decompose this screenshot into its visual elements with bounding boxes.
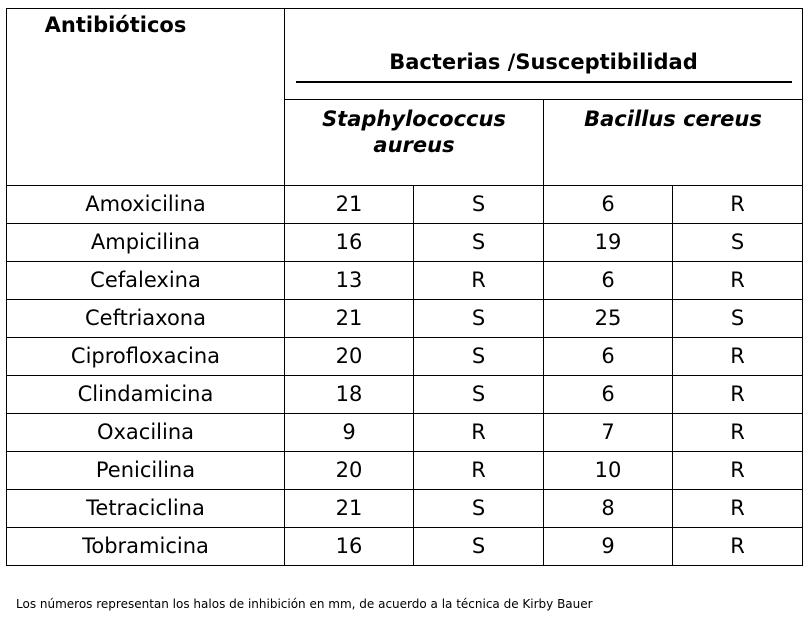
species-bacillus-cereus: Bacillus cereus (584, 107, 762, 131)
bacillus-result: R (673, 452, 803, 490)
antibiotic-name: Tetraciclina (7, 490, 285, 528)
staphylococcus-halo-mm: 13 (285, 262, 414, 300)
group-header-rule (296, 81, 792, 83)
staphylococcus-halo-mm: 20 (285, 338, 414, 376)
bacillus-result: R (673, 490, 803, 528)
bacillus-halo-mm: 10 (544, 452, 673, 490)
table-row (7, 262, 803, 300)
susceptibility-table (6, 8, 803, 566)
table-body (7, 9, 803, 186)
antibiotic-name: Ciprofloxacina (7, 338, 285, 376)
table-row (7, 376, 803, 414)
antibiotic-name: Tobramicina (7, 528, 285, 566)
bacillus-result: R (673, 376, 803, 414)
staphylococcus-halo-mm: 21 (285, 490, 414, 528)
antibiotic-name: Amoxicilina (7, 186, 285, 224)
staphylococcus-halo-mm: 16 (285, 224, 414, 262)
bacillus-halo-mm: 19 (544, 224, 673, 262)
species-cell-staphylococcus (285, 100, 544, 186)
bacillus-result: R (673, 528, 803, 566)
group-header-cell (285, 9, 803, 100)
antibiotic-name: Ampicilina (7, 224, 285, 262)
table-row (7, 338, 803, 376)
table-row (7, 224, 803, 262)
table-row (7, 452, 803, 490)
staphylococcus-result: S (414, 338, 544, 376)
staphylococcus-halo-mm: 21 (285, 300, 414, 338)
table-row (7, 300, 803, 338)
staphylococcus-halo-mm: 20 (285, 452, 414, 490)
table-row (7, 414, 803, 452)
bacillus-result: S (673, 224, 803, 262)
staphylococcus-result: S (414, 490, 544, 528)
table-row (7, 186, 803, 224)
bacillus-halo-mm: 9 (544, 528, 673, 566)
antibiotics-header: Antibióticos (44, 13, 187, 37)
species-staphylococcus-aureus: Staphylococcus aureus (322, 107, 506, 157)
antibiotic-name: Oxacilina (7, 414, 285, 452)
staphylococcus-halo-mm: 16 (285, 528, 414, 566)
staphylococcus-result: S (414, 224, 544, 262)
bacillus-result: R (673, 414, 803, 452)
bacillus-result: R (673, 186, 803, 224)
species-cell-bacillus (544, 100, 803, 186)
table-row (7, 528, 803, 566)
antibiotics-header-cell (7, 9, 285, 186)
antibiotic-name: Ceftriaxona (7, 300, 285, 338)
staphylococcus-result: R (414, 262, 544, 300)
staphylococcus-halo-mm: 9 (285, 414, 414, 452)
bacillus-result: R (673, 262, 803, 300)
data-rows (7, 186, 803, 566)
antibiotic-name: Penicilina (7, 452, 285, 490)
antibiotic-name: Cefalexina (7, 262, 285, 300)
bacillus-halo-mm: 7 (544, 414, 673, 452)
staphylococcus-result: S (414, 300, 544, 338)
staphylococcus-result: S (414, 376, 544, 414)
bacillus-halo-mm: 6 (544, 186, 673, 224)
staphylococcus-halo-mm: 18 (285, 376, 414, 414)
header-row-group (7, 9, 803, 100)
staphylococcus-result: S (414, 528, 544, 566)
bacillus-result: S (673, 300, 803, 338)
footnote: Los números representan los halos de inhibición en mm, de acuerdo a la técnica de Kirby Bauer (16, 597, 593, 611)
bacillus-halo-mm: 6 (544, 262, 673, 300)
staphylococcus-result: S (414, 186, 544, 224)
group-header: Bacterias /Susceptibilidad (389, 49, 698, 74)
bacillus-result: R (673, 338, 803, 376)
table-row (7, 490, 803, 528)
bacillus-halo-mm: 6 (544, 376, 673, 414)
staphylococcus-result: R (414, 414, 544, 452)
bacillus-halo-mm: 8 (544, 490, 673, 528)
staphylococcus-result: R (414, 452, 544, 490)
bacillus-halo-mm: 6 (544, 338, 673, 376)
staphylococcus-halo-mm: 21 (285, 186, 414, 224)
bacillus-halo-mm: 25 (544, 300, 673, 338)
antibiotic-name: Clindamicina (7, 376, 285, 414)
